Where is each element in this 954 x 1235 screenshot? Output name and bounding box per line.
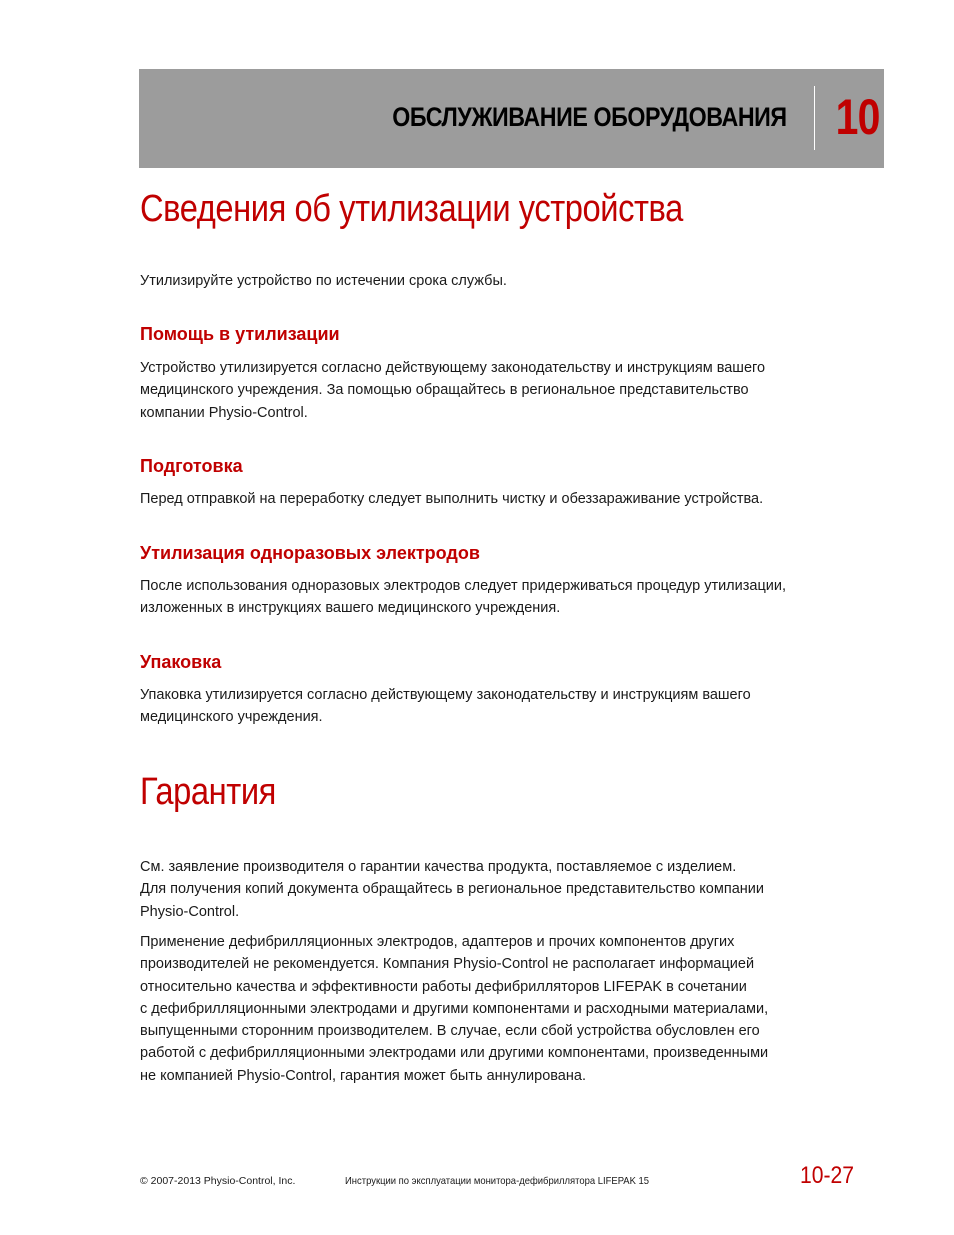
subsection-title-help: Помощь в утилизации xyxy=(140,324,340,344)
packaging-paragraph xyxy=(140,684,830,729)
text-line: изложенных в инструкциях вашего медицинского учреждения. xyxy=(140,600,561,617)
warranty-paragraph-1 xyxy=(140,856,830,923)
text-line: Устройство утилизируется согласно действующему законодательству и инструкциям вашего xyxy=(140,360,766,376)
text-line: медицинского учреждения. За помощью обращайтесь в региональное представительство xyxy=(140,382,749,399)
footer-document-title: Инструкции по эксплуатации монитора-дефибриллятора LIFEPAK 15 xyxy=(345,1175,650,1187)
text-line: Physio-Control. xyxy=(140,903,240,920)
electrodes-paragraph xyxy=(140,575,830,620)
section-title-warranty: Гарантия xyxy=(140,771,276,813)
chapter-header-bar xyxy=(139,69,884,168)
help-paragraph xyxy=(140,357,830,424)
subsection-title-packaging: Упаковка xyxy=(140,652,222,672)
text-line: Упаковка утилизируется согласно действующему законодательству и инструкциям вашего xyxy=(140,687,751,703)
warranty-paragraph-2 xyxy=(140,931,830,1087)
chapter-number: 10 xyxy=(836,89,880,145)
page-number: 10-27 xyxy=(800,1162,855,1189)
subsection-title-electrodes: Утилизация одноразовых электродов xyxy=(140,543,480,563)
footer-copyright: © 2007-2013 Physio-Control, Inc. xyxy=(140,1175,296,1187)
text-line: Для получения копий документа обращайтесь в региональное представительство компании xyxy=(140,881,764,898)
text-line: производителей не рекомендуется. Компания Physio-Control не располагает информацией xyxy=(140,956,755,973)
text-line: Применение дефибрилляционных электродов, адаптеров и прочих компонентов других xyxy=(140,934,735,950)
chapter-divider xyxy=(814,86,815,150)
text-line: компании Physio-Control. xyxy=(140,404,308,421)
chapter-title: ОБСЛУЖИВАНИЕ ОБОРУДОВАНИЯ xyxy=(392,102,787,132)
text-line: не компанией Physio-Control, гарантия может быть аннулирована. xyxy=(140,1067,586,1084)
text-line: относительно качества и эффективности работы дефибрилляторов LIFEPAK в сочетании xyxy=(140,978,747,995)
text-line: выпущенными сторонним производителем. В случае, если сбой устройства обусловлен его xyxy=(140,1023,760,1040)
disposal-intro: Утилизируйте устройство по истечении срока службы. xyxy=(140,273,507,289)
text-line: работой с дефибрилляционными электродами или другими компонентами, произведенными xyxy=(140,1045,769,1062)
preparation-paragraph xyxy=(140,488,830,510)
section-title-disposal: Сведения об утилизации устройства xyxy=(140,188,683,230)
text-line: После использования одноразовых электродов следует придерживаться процедур утилизации, xyxy=(140,578,786,594)
text-line: с дефибрилляционными электродами и другими компонентами и расходными материалами, xyxy=(140,1000,769,1017)
text-line: См. заявление производителя о гарантии качества продукта, поставляемое с изделием. xyxy=(140,859,737,875)
subsection-title-preparation: Подготовка xyxy=(140,456,243,476)
text-line: медицинского учреждения. xyxy=(140,709,323,726)
text-line: Перед отправкой на переработку следует выполнить чистку и обеззараживание устройства. xyxy=(140,491,764,507)
